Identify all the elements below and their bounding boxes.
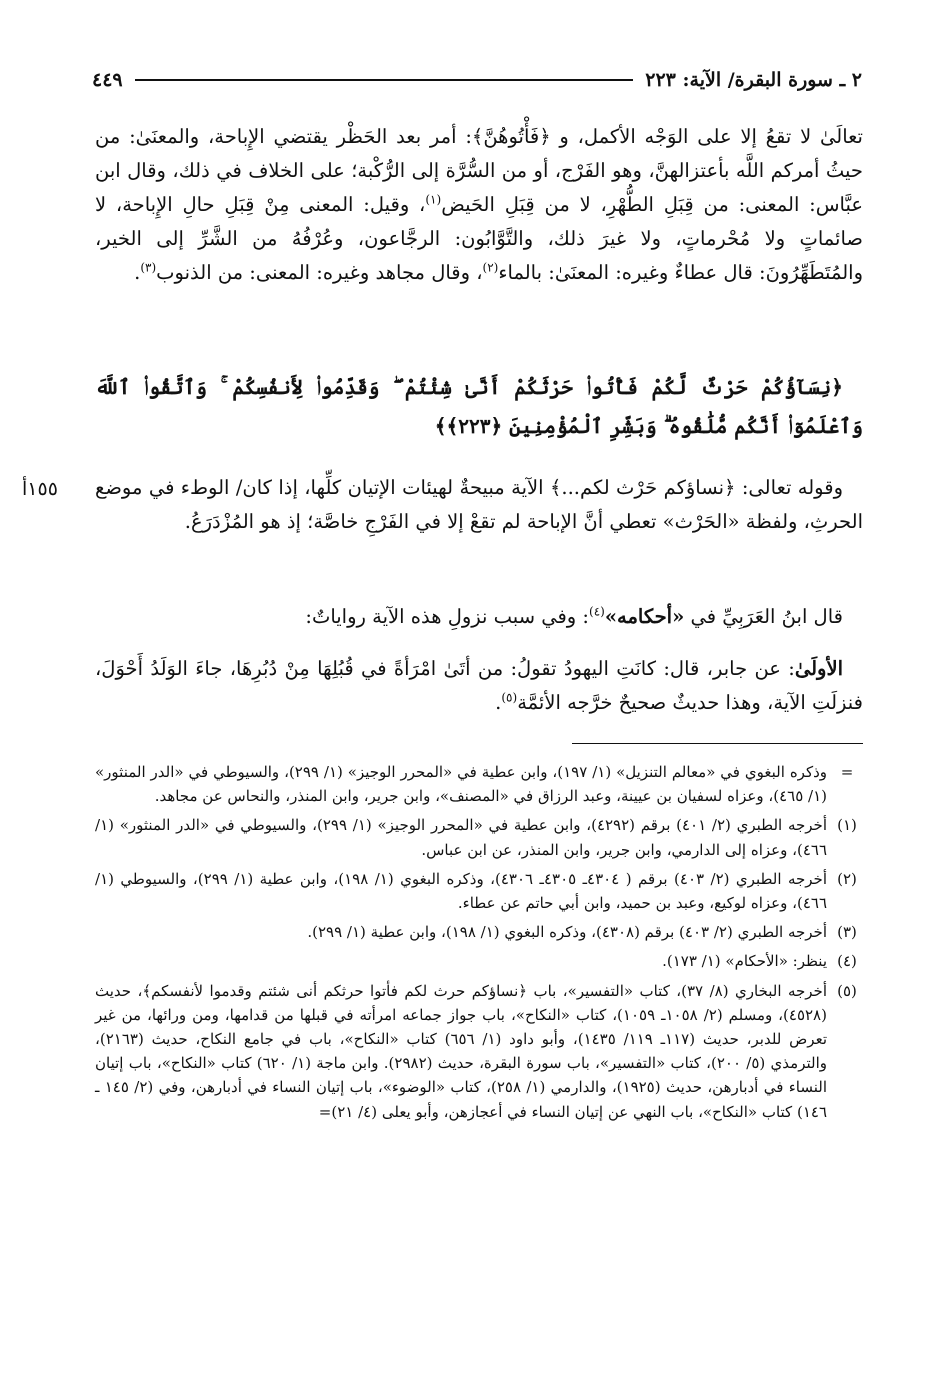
footnote-number: (٤) [837, 952, 857, 971]
header-rule [135, 79, 634, 81]
text-run: وقوله تعالى: ﴿نساؤكم حَرْث لكم...﴾ الآية مبيحةٌ لهيئات الإتيان كلِّها، إذا كان/ الوطء في موضع الحرثِ، ولفظة «الحَرْث» تعطي أنَّ الإباحة لم تقعْ إلا في الفَرْجِ خاصَّة؛ إذ هو المُزْدَرَعُ. [95, 476, 863, 533]
text-run: : وفي سبب نزولِ هذه الآية رواياتٌ: [305, 605, 589, 628]
footnote [95, 920, 867, 944]
footnote [95, 949, 867, 973]
footnote-number: (٢) [837, 869, 857, 888]
footnote [95, 760, 867, 808]
footnote-ref: (٤) [589, 604, 605, 619]
commentary-paragraph [95, 652, 863, 720]
footnote-ref: (٥) [501, 690, 518, 705]
text-run: ، وقيل: المعنى مِنْ قِبَلِ حالِ الإِباحة، لا صائماتٍ ولا مُحْرماتٍ، ولا غيرَ ذلك، والتَّوَّابُون: الرجَّاعون، وعُرْفُهُ من الشَّرِّ إلى الخير، والمُتَطَهِّرُونَ: قال عطاءٌ وغيره: المعنَىٰ: بالماء [95, 193, 863, 284]
running-header [92, 62, 862, 98]
footnote-text: أخرجه البخاري (٨/ ٣٧)، كتاب «التفسير»، باب ﴿نساؤكم حرث لكم فأتوا حرثكم أنى شئتم وقدموا لأنفسكم﴾، حديث (٤٥٢٨)، ومسلم (٢/ ١٠٥٨ـ ١٠٥٩)، كتاب «النكاح»، باب جواز جماعه امرأته في قبلها من قدامها، ومن ورائها، من غير تعرض للدبر، حديث (١١٧ـ ١١٩/ ١٤٣٥)، وأبو داود (١/ ٦٥٦) كتاب «النكاح»، باب في جامع النكاح، حديث (٢١٦٣)، والترمذي (٥/ ٢٠٠)، كتاب «التفسير»، باب سورة البقرة، حديث (٢٩٨٢). وابن ماجة (١/ ٦٢٠) كتاب «النكاح»، باب إتيان النساء في أدبارهن، حديث (١٩٢٥)، والدارمي (١/ ٢٥٨)، كتاب «الوضوء»، باب إتيان النساء في أدبارهن، وفي (٢/ ١٤٥ ـ ١٤٦) كتاب «النكاح»، باب النهي عن إتيان النساء في أعجازهن، وأبو يعلى (٤/ ٢١)= [95, 981, 827, 1121]
footnote-divider [572, 743, 863, 744]
text-run: تعالَىٰ لا تقعُ إلا على الوَجْه الأكمل، و ﴿فَأْتُوهُنَّ﴾: أمر بعد الحَظْر يقتضي الإِباحة، والمعنَىٰ: من حيثُ أمركم اللَّه بأعتزالهنَّ، وهو الفَرْج، أو من السُّرَّة إلى الرُّكْبة؛ على الخلاف في ذلك، وقال ابن عبَّاس: المعنى: من قِبَلِ الطُّهْرِ، لا من قِبَلِ الحَيض [95, 125, 864, 216]
book-title: «أحكامه» [604, 605, 685, 628]
footnote-text: أخرجه الطبري (٢/ ٤٠٣) برقم (٤٣٠٨)، وذكره البغوي (١/ ١٩٨)، وابن عطية (١/ ٢٩٩). [307, 923, 827, 942]
footnote-number: (٥) [837, 981, 857, 1000]
text-run: . [134, 261, 141, 284]
footnote-ref: (١) [425, 192, 442, 207]
footnote-text: ينظر: «الأحكام» (١/ ١٧٣). [662, 952, 827, 971]
text-run: : عن جابر، قال: كانَتِ اليهودُ تقولُ: من أتَىٰ امْرَأةً في قُبُلِهَا مِنْ دُبُرِهَا، جاءَ الوَلَدُ أَحْوَلَ، فنزلَتِ الآية، وهذا حديثٌ صحيحٌ خرَّجه الأئمَّة [95, 657, 863, 714]
footnote-number: (١) [837, 816, 857, 835]
footnote-text: أخرجه الطبري (٢/ ٤٠١) برقم (٤٢٩٢)، وابن عطية في «المحرر الوجيز» (١/ ٢٩٩)، والسيوطي في «الدر المنثور» (١/ ٤٦٦)، وعزاه إلى الدارمي، وابن جرير، وابن المنذر، عن ابن عباس. [95, 816, 827, 859]
footnote-number: (٣) [837, 923, 857, 942]
margin-folio-number: ١٥٥أ [22, 478, 58, 500]
running-title: ٢ ـ سورة البقرة/ الآية: ٢٢٣ [645, 69, 862, 91]
page-number: ٤٤٩ [92, 69, 123, 91]
footnote [95, 867, 867, 915]
text-run: قال ابنُ العَرَبِيِّ في [684, 605, 843, 628]
footnote-ref: (٢) [482, 260, 499, 275]
text-run: ، وقال مجاهد وغيره: المعنى: من الذنوب [156, 261, 483, 284]
footnote [95, 813, 867, 861]
section-lead: الأولَىٰ [794, 657, 843, 680]
footnote-ref: (٣) [140, 260, 157, 275]
commentary-paragraph [95, 120, 863, 290]
footnote-number: = [840, 763, 854, 781]
commentary-paragraph [95, 600, 863, 634]
footnotes [95, 760, 867, 1129]
verse-text: ﴿نِسَآؤُكُمْ حَرْثٌ لَّكُمْ فَأْتُوا۟ حَرْثَكُمْ أَنَّىٰ شِئْتُمْ ۖ وَقَدِّمُوا۟ لِأَنفُسِكُمْ ۚ وَٱتَّقُوا۟ ٱللَّهَ وَٱعْلَمُوٓا۟ أَنَّكُم مُّلَٰقُوهُ ۗ وَبَشِّرِ ٱلْمُؤْمِنِينَ ﴿٢٢٣﴾﴾ [95, 375, 863, 438]
quran-verse [95, 368, 863, 446]
footnote-text: أخرجه الطبري (٢/ ٤٠٣) برقم ( ٤٣٠٤ـ ٤٣٠٥ـ ٤٣٠٦)، وذكره البغوي (١/ ١٩٨)، وابن عطية (١/ ٢٩٩)، والسيوطي (١/ ٤٦٦)، وعزاه لوكيع، وعبد بن حميد، وابن أبي حاتم عن عطاء. [95, 869, 827, 913]
commentary-paragraph [95, 471, 863, 539]
footnote [95, 979, 867, 1124]
text-run: . [495, 691, 502, 714]
footnote-text: وذكره البغوي في «معالم التنزيل» (١/ ١٩٧)، وابن عطية في «المحرر الوجيز» (١/ ٢٩٩)، والسيوطي في «الدر المنثور» (١/ ٤٦٥)، وعزاه لسفيان بن عيينة، وعبد الرزاق في «المصنف»، وابن جرير، وابن المنذر، والنحاس عن مجاهد. [95, 763, 828, 806]
